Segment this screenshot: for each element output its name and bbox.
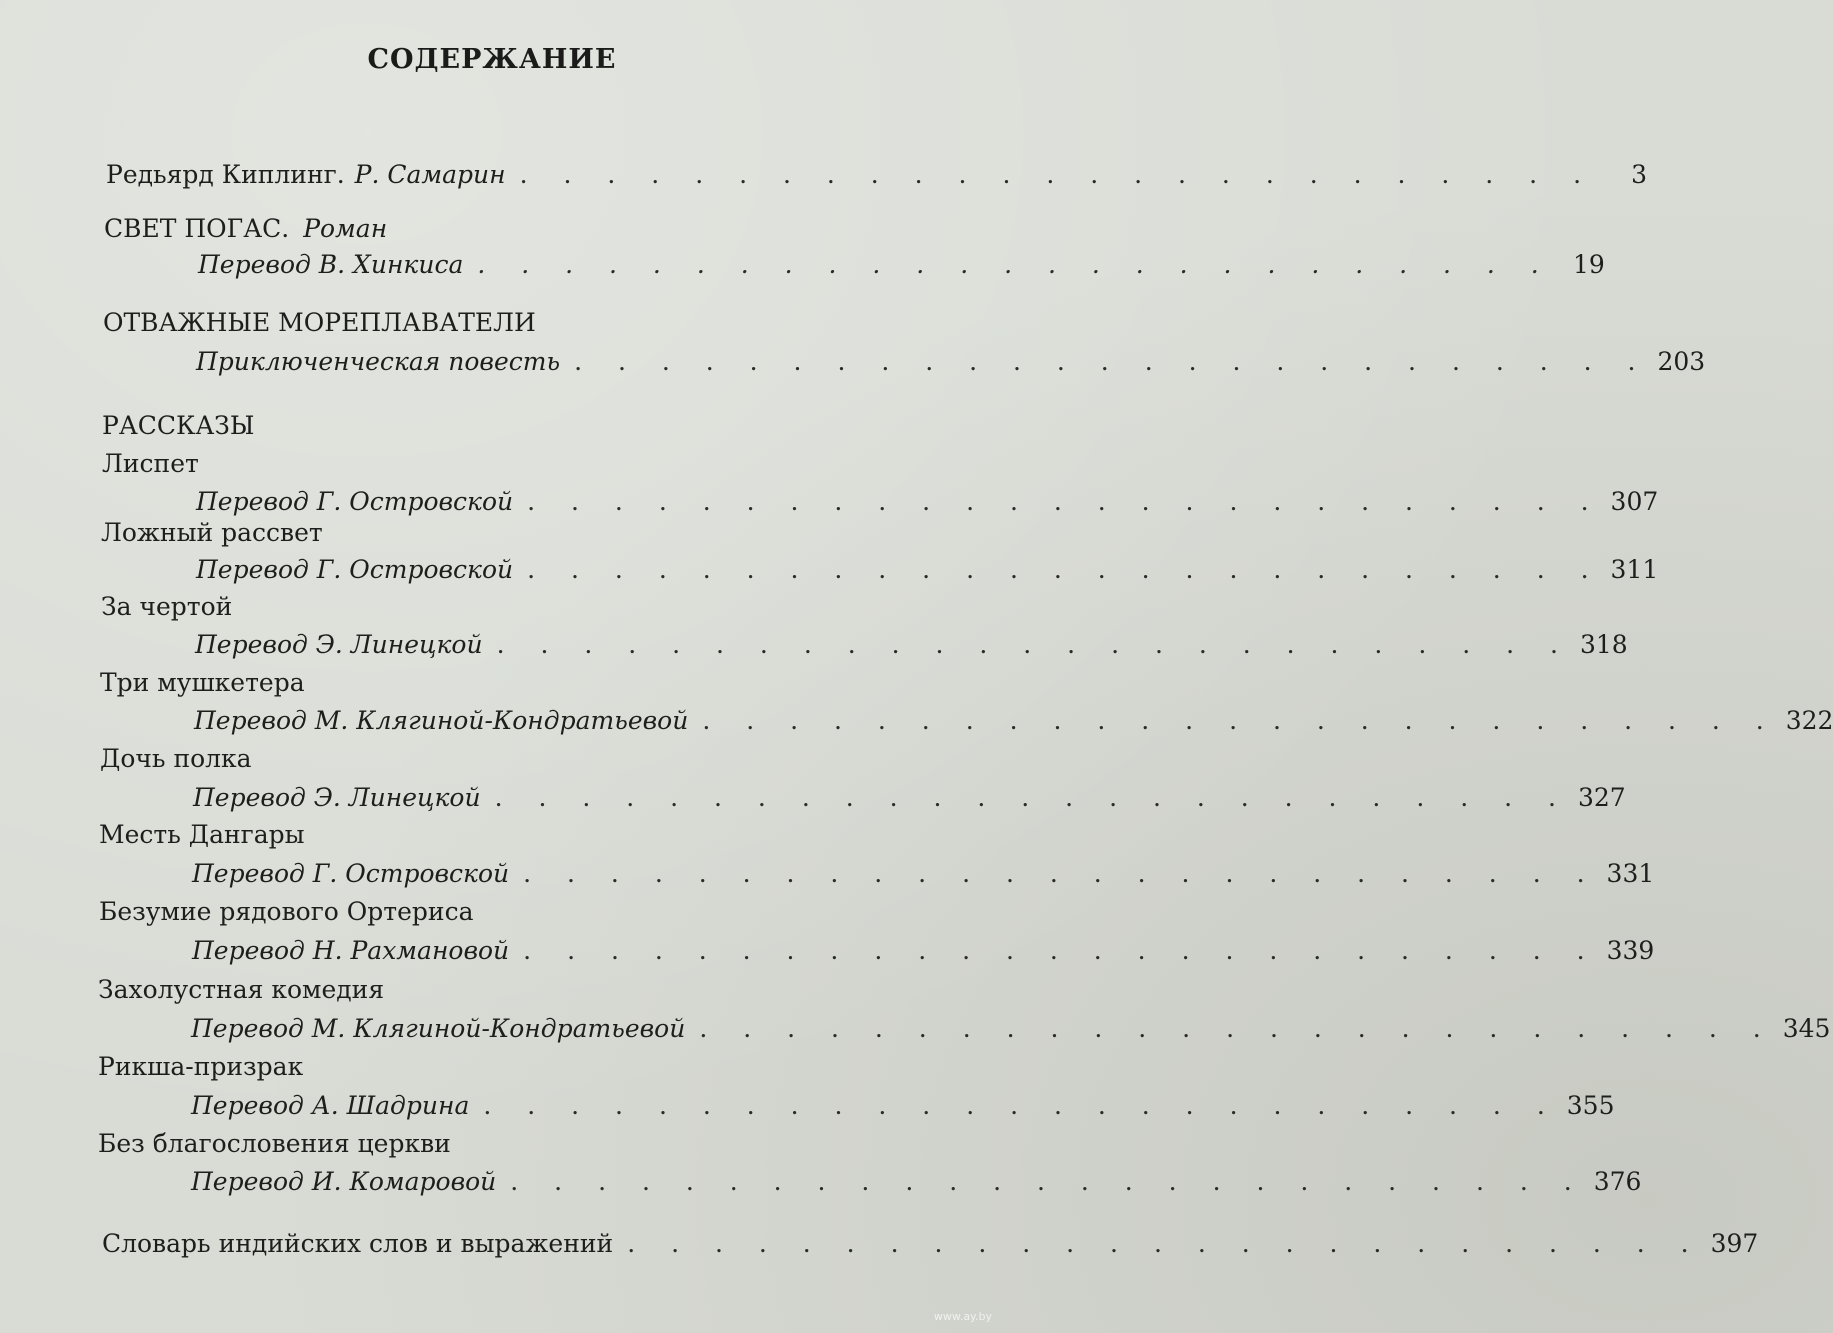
toc-entry-translator	[196, 487, 1659, 516]
toc-entry-subtitle	[196, 347, 1706, 376]
section-heading	[102, 413, 254, 438]
entry-page-number: 331	[1606, 859, 1655, 888]
entry-translator: Перевод Г. Островской	[196, 487, 514, 516]
toc-entry-story	[98, 1131, 451, 1156]
entry-title: Словарь индийских слов и выражений	[102, 1229, 614, 1258]
entry-title: Месть Дангары	[99, 820, 305, 849]
toc-entry-translator	[191, 1091, 1615, 1120]
toc-entry-translator	[196, 555, 1659, 584]
entry-page-number: 311	[1610, 555, 1659, 584]
entry-title: Дочь полка	[100, 744, 252, 773]
toc-entry-story	[101, 520, 323, 545]
toc-entry-story	[100, 670, 305, 695]
entry-title: Редьярд Киплинг.	[106, 160, 345, 189]
toc-entry-translator	[191, 1014, 1831, 1043]
entry-page-number: 355	[1566, 1091, 1615, 1120]
entry-title: Три мушкетера	[100, 668, 305, 697]
entry-translator: Перевод М. Клягиной-Кондратьевой	[194, 706, 689, 735]
entry-title: Рикша-призрак	[98, 1052, 304, 1081]
entry-translator: Перевод А. Шадрина	[191, 1091, 470, 1120]
entry-page-number: 322	[1785, 706, 1833, 735]
entry-page-number: 318	[1579, 630, 1628, 659]
entry-genre: Роман	[303, 214, 388, 243]
toc-entry-translator	[198, 250, 1605, 279]
entry-page-number: 397	[1710, 1229, 1759, 1258]
entry-page-number: 339	[1606, 936, 1655, 965]
page-title: СОДЕРЖАНИЕ	[367, 44, 617, 75]
leader-dots: . . . . . . . . . . . . . . . . . . . . . . . . .	[527, 487, 1603, 516]
entry-title: СВЕТ ПОГАС.	[104, 214, 290, 243]
leader-dots: . . . . . . . . . . . . . . . . . . . . . . . . .	[519, 160, 1596, 189]
leader-dots: . . . . . . . . . . . . . . . . . . . . . . . . .	[702, 706, 1778, 735]
entry-author: Р. Самарин	[354, 160, 506, 189]
leader-dots: . . . . . . . . . . . . . . . . . . . . . . . . .	[699, 1014, 1775, 1043]
section-title: РАССКАЗЫ	[102, 411, 255, 440]
toc-entry-translator	[192, 859, 1655, 888]
entry-translator: Перевод Э. Линецкой	[195, 630, 483, 659]
leader-dots: . . . . . . . . . . . . . . . . . . . . . . . . .	[477, 250, 1553, 279]
toc-entry-story	[101, 594, 232, 619]
entry-page-number: 19	[1572, 250, 1605, 279]
entry-page-number: 345	[1782, 1014, 1831, 1043]
toc-entry-kipling	[106, 160, 1648, 189]
entry-page-number: 307	[1610, 487, 1659, 516]
leader-dots: . . . . . . . . . . . . . . . . . . . . . . . . .	[494, 783, 1570, 812]
toc-entry-story	[100, 746, 252, 771]
leader-dots: . . . . . . . . . . . . . . . . . . . . . . . . .	[483, 1091, 1559, 1120]
toc-entry-translator	[194, 706, 1833, 735]
toc-entry-story	[99, 822, 305, 847]
toc-entry-story	[98, 1054, 303, 1079]
entry-page-number: 376	[1593, 1167, 1642, 1196]
entry-translator: Перевод Г. Островской	[192, 859, 510, 888]
toc-entry-translator	[192, 936, 1655, 965]
leader-dots: . . . . . . . . . . . . . . . . . . . . . . . . .	[627, 1229, 1703, 1258]
leader-dots: . . . . . . . . . . . . . . . . . . . . . . . . .	[574, 347, 1650, 376]
toc-entry-story	[98, 977, 384, 1002]
entry-title: За чертой	[101, 592, 233, 621]
toc-entry-translator	[193, 783, 1626, 812]
leader-dots: . . . . . . . . . . . . . . . . . . . . . . . . .	[523, 859, 1599, 888]
leader-dots: . . . . . . . . . . . . . . . . . . . . . . . . .	[496, 630, 1572, 659]
watermark-text: www.ay.by	[933, 1310, 992, 1323]
entry-title: Безумие рядового Ортериса	[99, 897, 474, 926]
entry-title: Ложный рассвет	[101, 518, 323, 547]
toc-entry-glossary	[102, 1229, 1759, 1258]
entry-translator: Перевод И. Комаровой	[191, 1167, 497, 1196]
entry-title: Лиспет	[102, 449, 199, 478]
entry-page-number: 203	[1657, 347, 1706, 376]
entry-translator: Перевод Э. Линецкой	[193, 783, 481, 812]
toc-entry-translator	[191, 1167, 1642, 1196]
entry-page-number: 327	[1577, 783, 1626, 812]
entry-title: Захолустная комедия	[98, 975, 385, 1004]
toc-entry-story	[102, 451, 199, 476]
entry-title: ОТВАЖНЫЕ МОРЕПЛАВАТЕЛИ	[103, 308, 536, 337]
leader-dots: . . . . . . . . . . . . . . . . . . . . . . . . .	[510, 1167, 1586, 1196]
toc-entry-svet-pogas	[104, 216, 387, 241]
entry-translator: Перевод М. Клягиной-Кондратьевой	[191, 1014, 686, 1043]
entry-translator: Перевод Г. Островской	[196, 555, 514, 584]
entry-page-number: 3	[1631, 160, 1648, 189]
entry-subtitle: Приключенческая повесть	[196, 347, 561, 376]
leader-dots: . . . . . . . . . . . . . . . . . . . . . . . . .	[527, 555, 1603, 584]
entry-title: Без благословения церкви	[98, 1129, 451, 1158]
entry-translator: Перевод Н. Рахмановой	[192, 936, 510, 965]
leader-dots: . . . . . . . . . . . . . . . . . . . . . . . . .	[523, 936, 1599, 965]
entry-translator: Перевод В. Хинкиса	[198, 250, 464, 279]
toc-entry-otvazhnye	[103, 310, 536, 335]
toc-entry-story	[99, 899, 474, 924]
toc-entry-translator	[195, 630, 1628, 659]
